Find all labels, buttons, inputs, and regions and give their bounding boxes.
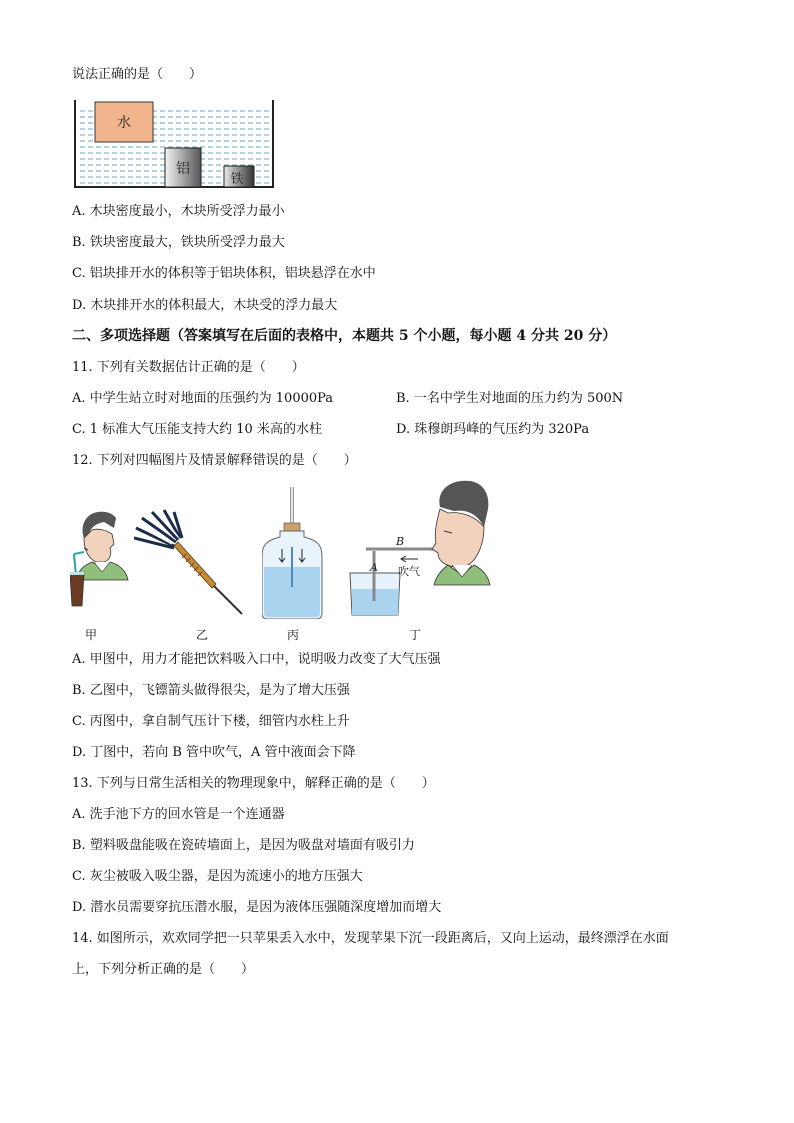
q10-option-b: B. 铁块密度最大，铁块所受浮力最大 xyxy=(72,235,285,250)
fig-label-jia: 甲 xyxy=(85,628,98,642)
q13-option-c: C. 灰尘被吸入吸尘器，是因为流速小的地方压强大 xyxy=(72,869,363,884)
q10-option-d: D. 木块排开水的体积最大，木块受的浮力最大 xyxy=(72,298,338,313)
q12-option-b: B. 乙图中，飞镖箭头做得很尖，是为了增大压强 xyxy=(72,683,350,698)
fig-ding-blowing xyxy=(344,479,494,619)
q12-option-a: A. 甲图中，用力才能把饮料吸入口中，说明吸力改变了大气压强 xyxy=(72,652,441,667)
fig-jia-drinking xyxy=(70,510,134,610)
q13-option-d: D. 潜水员需要穿抗压潜水服，是因为液体压强随深度增加而增大 xyxy=(72,900,442,915)
section2-heading: 二、多项选择题（答案填写在后面的表格中，本题共 5 个小题，每小题 4 分共 20 分） xyxy=(72,328,617,344)
q12-option-d: D. 丁图中，若向 B 管中吹气，A 管中液面会下降 xyxy=(72,745,356,760)
q10-tank-figure xyxy=(72,96,278,190)
q14-stem-line2: 上，下列分析正确的是（ ） xyxy=(72,962,255,977)
q10-stem-tail: 说法正确的是（ ） xyxy=(72,67,203,82)
wood-label: 水 xyxy=(117,115,131,131)
blow-label: 吹气 xyxy=(398,565,420,578)
q13-stem: 13. 下列与日常生活相关的物理现象中，解释正确的是（ ） xyxy=(72,776,435,791)
drink-cup xyxy=(70,574,84,606)
q11-option-d: D. 珠穆朗玛峰的气压约为 320Pa xyxy=(396,422,590,437)
q10-option-a: A. 木块密度最小，木块所受浮力最小 xyxy=(72,204,285,219)
boy2-face xyxy=(432,509,484,567)
dart-tip xyxy=(214,586,242,614)
dart-barrel xyxy=(174,542,216,588)
fig-label-yi: 乙 xyxy=(196,628,209,642)
q12-option-c: C. 丙图中，拿自制气压计下楼，细管内水柱上升 xyxy=(72,714,350,729)
fig-label-bing: 丙 xyxy=(287,628,300,642)
boy-face xyxy=(84,529,114,562)
q11-option-a: A. 中学生站立时对地面的压强约为 10000Pa xyxy=(72,391,334,406)
straw xyxy=(74,552,84,554)
iron-label: 铁 xyxy=(230,172,244,187)
q14-stem-line1: 14. 如图所示，欢欢同学把一只苹果丢入水中，发现苹果下沉一段距离后，又向上运动，最终漂浮在水面 xyxy=(72,931,669,946)
blow-arrow xyxy=(401,556,418,562)
fig-bing-barometer xyxy=(262,487,326,619)
q11-option-c: C. 1 标准大气压能支持大约 10 米高的水柱 xyxy=(72,422,322,437)
aluminum-label: 铝 xyxy=(176,161,190,177)
label-b: B xyxy=(396,535,405,548)
fig-yi-dart xyxy=(134,508,246,616)
q13-option-a: A. 洗手池下方的回水管是一个连通器 xyxy=(72,807,285,822)
q10-option-c: C. 铝块排开水的体积等于铝块体积，铝块悬浮在水中 xyxy=(72,266,376,281)
q11-option-b: B. 一名中学生对地面的压力约为 500N xyxy=(396,391,624,406)
q12-stem: 12. 下列对四幅图片及情景解释错误的是（ ） xyxy=(72,453,357,468)
label-a: A xyxy=(370,561,378,574)
q13-option-b: B. 塑料吸盘能吸在瓷砖墙面上，是因为吸盘对墙面有吸引力 xyxy=(72,838,415,853)
q11-stem: 11. 下列有关数据估计正确的是（ ） xyxy=(72,360,305,375)
stopper xyxy=(284,523,300,531)
fig-label-ding: 丁 xyxy=(409,628,422,642)
